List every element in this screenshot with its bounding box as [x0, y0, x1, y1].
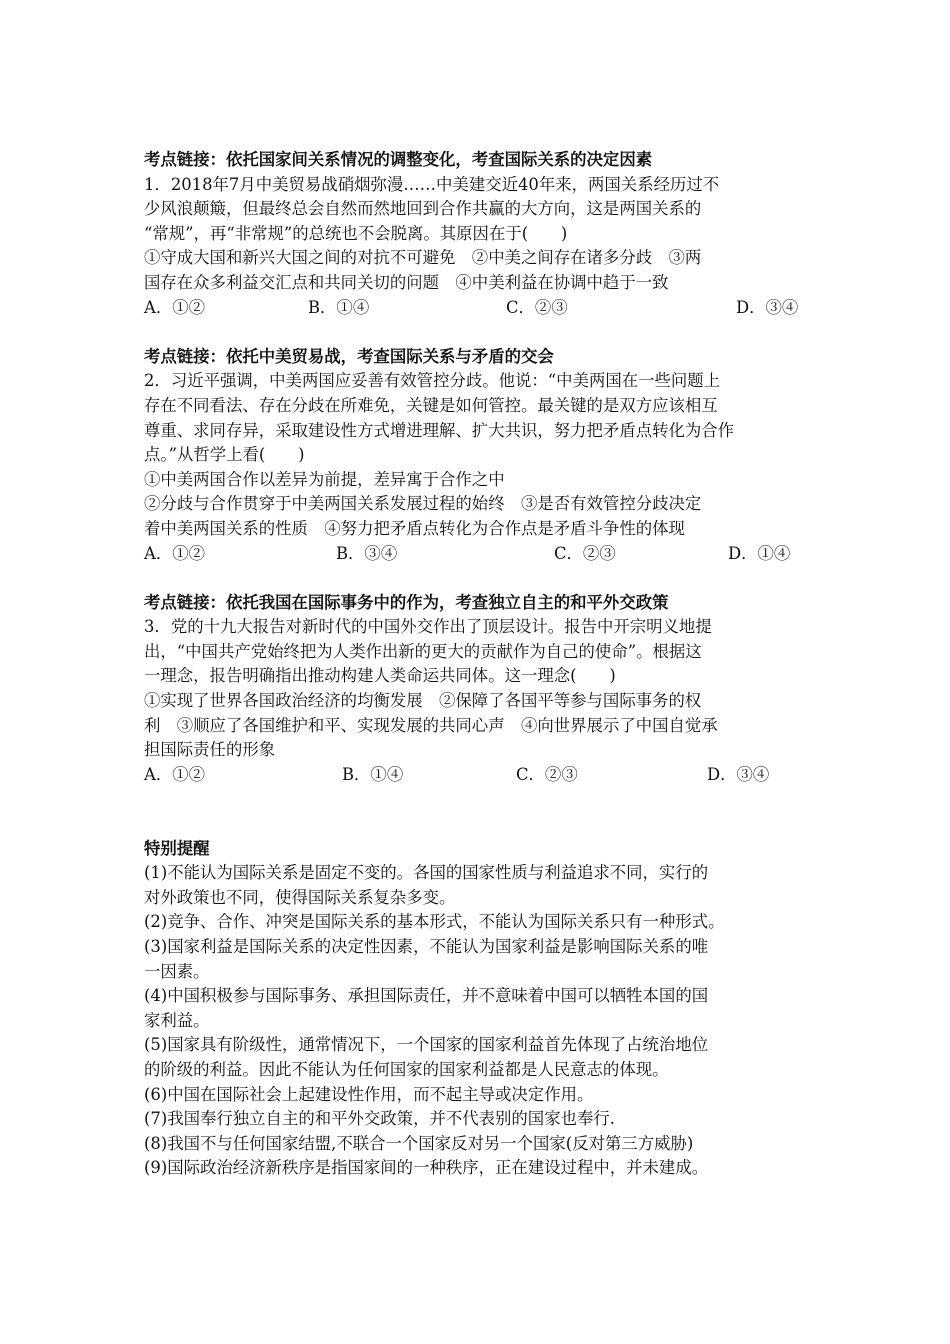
q1-options — [144, 296, 808, 321]
q2-line: 着中美两国关系的性质 ④努力把矛盾点转化为合作点是矛盾斗争性的体现 — [144, 518, 685, 538]
reminder-heading: 特别提醒 — [144, 838, 210, 858]
q2-line: 点。”从哲学上看( ) — [144, 445, 305, 465]
q2-options — [144, 542, 808, 567]
q2-line: ②分歧与合作贯穿于中美两国关系发展过程的始终 ③是否有效管控分歧决定 — [144, 494, 702, 514]
q3-line: 3．党的十九大报告对新时代的中国外交作出了顶层设计。报告中开宗明义地提 — [144, 617, 712, 637]
reminder-line: (1)不能认为国际关系是固定不变的。各国的国家性质与利益追求不同，实行的 — [144, 863, 709, 883]
q3-line: 利 ③顺应了各国维护和平、实现发展的共同心声 ④向世界展示了中国自觉承 — [144, 715, 718, 735]
q2-option-c: C．②③ — [554, 543, 616, 563]
q2-line: 尊重、求同存异，采取建设性方式增进理解、扩大共识，努力把矛盾点转化为合作 — [144, 420, 735, 440]
reminder-line: (3)国家利益是国际关系的决定性因素，不能认为国家利益是影响国际关系的唯 — [144, 937, 709, 956]
q1-line: 国存在众多利益交汇点和共同关切的问题 ④中美利益在协调中趋于一致 — [144, 272, 669, 292]
q3-line: 一理念，报告明确指出推动构建人类命运共同体。这一理念( ) — [144, 666, 616, 686]
q1-option-d: D．③④ — [736, 297, 799, 317]
q1-line: 少风浪颠簸，但最终总会自然而然地回到合作共赢的大方向，这是两国关系的 — [144, 199, 702, 219]
q1-option-b: B．①④ — [308, 297, 370, 317]
reminder-line: 的阶级的利益。因此不能认为任何国家的国家利益都是人民意志的体现。 — [144, 1059, 669, 1079]
q3-option-c: C．②③ — [516, 764, 578, 784]
q1-option-c: C．②③ — [506, 297, 568, 317]
q1-line: “常规”，再“非常规”的总统也不会脱离。其原因在于( ) — [144, 223, 568, 243]
q3-line: ①实现了世界各国政治经济的均衡发展 ②保障了各国平等参与国际事务的权 — [144, 691, 702, 711]
q3-line: 担国际责任的形象 — [144, 740, 276, 760]
q2-option-d: D．①④ — [728, 543, 791, 563]
reminder-line: 一因素。 — [144, 961, 210, 981]
q2-option-b: B．③④ — [336, 543, 398, 563]
reminder-line: 家利益。 — [144, 1010, 210, 1030]
q3-line: 出，“中国共产党始终把为人类作出新的更大的贡献作为自己的使命”。根据这 — [144, 641, 702, 661]
q3-option-d: D．③④ — [707, 764, 770, 784]
reminder-line: (7)我国奉行独立自主的和平外交政策，并不代表别的国家也奉行. — [144, 1109, 615, 1129]
reminder-line: (5)国家具有阶级性，通常情况下，一个国家的国家利益首先体现了占统治地位 — [144, 1035, 709, 1055]
q3-options — [144, 763, 808, 788]
reminder-line: (8)我国不与任何国家结盟,不联合一个国家反对另一个国家(反对第三方威胁) — [144, 1133, 694, 1153]
q1-option-a: A．①② — [144, 297, 206, 317]
document-page — [144, 148, 808, 1181]
q2-line: 2．习近平强调，中美两国应妥善有效管控分歧。他说：“中美两国在一些问题上 — [144, 371, 721, 391]
reminder-line: (6)中国在国际社会上起建设性作用，而不起主导或决定作用。 — [144, 1084, 594, 1104]
reminder-line: (4)中国积极参与国际事务、承担国际责任，并不意味着中国可以牺牲本国的国 — [144, 986, 709, 1006]
q3-option-b: B．①④ — [342, 764, 404, 784]
q2-heading: 考点链接：依托中美贸易战，考查国际关系与矛盾的交会 — [144, 346, 554, 366]
reminder-line: (9)国际政治经济新秩序是指国家间的一种秩序，正在建设过程中，并未建成。 — [144, 1158, 709, 1178]
q2-line: 存在不同看法、存在分歧在所难免，关键是如何管控。最关键的是双方应该相互 — [144, 395, 718, 415]
q1-line: ①守成大国和新兴大国之间的对抗不可避免 ②中美之间存在诸多分歧 ③两 — [144, 248, 702, 268]
q1-line: 1．2018年7月中美贸易战硝烟弥漫……中美建交近40年来，两国关系经历过不 — [144, 174, 720, 194]
q3-option-a: A．①② — [144, 764, 206, 784]
q1-heading: 考点链接：依托国家间关系情况的调整变化，考查国际关系的决定因素 — [144, 150, 653, 169]
reminder-line: (2)竞争、合作、冲突是国际关系的基本形式，不能认为国际关系只有一种形式。 — [144, 912, 725, 932]
q2-option-a: A．①② — [144, 543, 206, 563]
reminder-line: 对外政策也不同，使得国际关系复杂多变。 — [144, 887, 456, 907]
q3-heading: 考点链接：依托我国在国际事务中的作为，考查独立自主的和平外交政策 — [144, 592, 669, 612]
q2-line: ①中美两国合作以差异为前提，差异寓于合作之中 — [144, 469, 505, 489]
